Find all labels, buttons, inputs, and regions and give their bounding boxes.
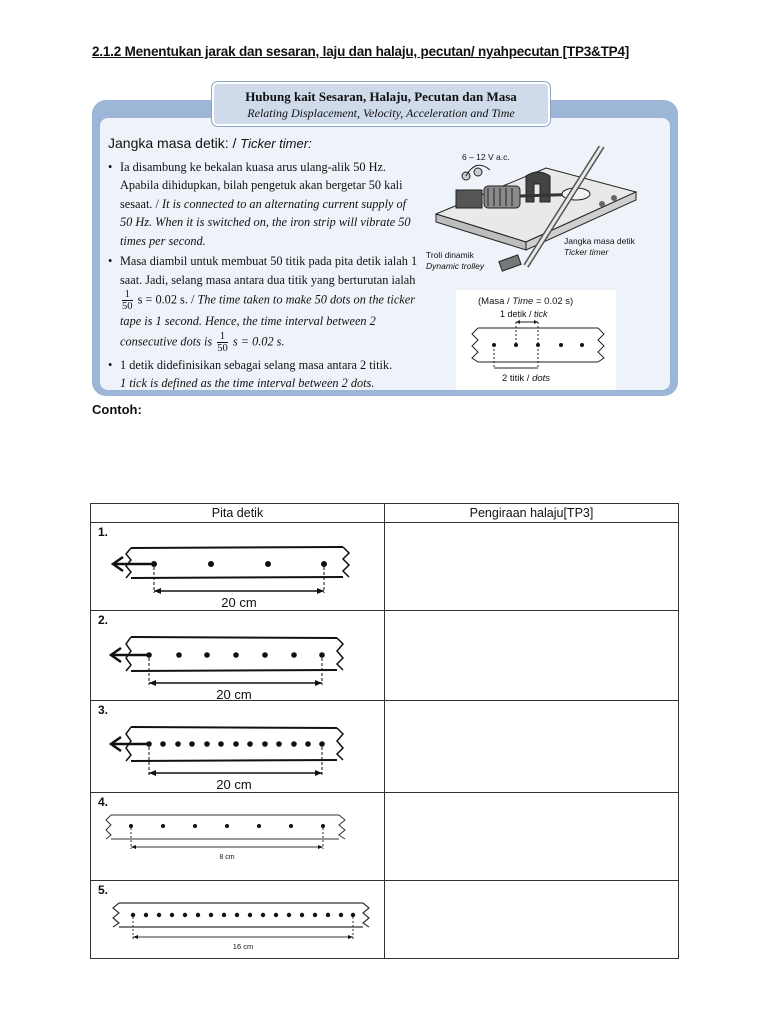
trolley-label-en: Dynamic trolley	[426, 261, 485, 271]
velocity-answer-cell[interactable]	[385, 611, 679, 701]
bullet-1: • Ia disambung ke bekalan kuasa arus ulang-alik 50 Hz. Apabila dihidupkan, bilah pengetuk akan bergetar 50 kali sesaat. / It is connected to an alternating current supply of 50 Hz. When it is switched on, the iron strip will vibrate 50 times per second.	[108, 158, 420, 251]
table-row: 5. 16 cm	[91, 881, 385, 959]
page-heading: 2.1.2 Menentukan jarak dan sesaran, laju dan halaju, pecutan/ nyahpecutan [TP3&TP4]	[92, 44, 630, 59]
ticker-tape-3	[91, 701, 384, 793]
info-banner	[212, 82, 550, 126]
ticker-tape-table	[90, 503, 679, 959]
ticker-timer-text	[108, 134, 420, 395]
ticker-tape-4	[91, 793, 384, 881]
velocity-answer-cell[interactable]	[385, 881, 679, 959]
distance-label: 8 cm	[219, 854, 235, 861]
table-row: 1. 20 cm	[91, 523, 385, 611]
distance-label: 20 cm	[216, 777, 252, 792]
ticker-tape-5	[91, 881, 384, 959]
distance-label: 20 cm	[221, 595, 257, 610]
bullet-3: • 1 detik didefinisikan sebagai selang masa antara 2 titik. 1 tick is defined as the time interval between 2 dots.	[108, 356, 420, 393]
bullet-2: • Masa diambil untuk membuat 50 titik pada pita detik ialah 1 saat. Jadi, selang masa antara dua titik yang berturutan ialah $\frac{1}{50}$ s = 0.02 s. / The time taken to make 50 dots on the ticker tape is 1 second. Hence, the time interval between 2 consecutive dots is $\frac{1}{50}$ s = 0.02 s.	[108, 252, 420, 354]
table-row: 4. 8 cm	[91, 793, 385, 881]
fraction: $\frac{1}{50}$	[217, 330, 228, 354]
tick-label: 1 detik / tick	[500, 309, 548, 319]
header-velocity-calc: Pengiraan halaju[TP3]	[385, 504, 679, 523]
distance-label: 20 cm	[216, 687, 252, 701]
dots-label: 2 titik / dots	[502, 373, 551, 384]
velocity-answer-cell[interactable]	[385, 523, 679, 611]
trolley-label: Troli dinamik	[426, 250, 474, 260]
ticker-label: Jangka masa detik	[564, 236, 635, 246]
ticker-tape-1	[91, 523, 384, 611]
velocity-answer-cell[interactable]	[385, 701, 679, 793]
example-label: Contoh:	[92, 402, 142, 417]
header-ticker-tape: Pita detik	[91, 504, 385, 523]
ticker-tape-2	[91, 611, 384, 701]
voltage-label: 6 – 12 V a.c.	[462, 152, 510, 162]
velocity-answer-cell[interactable]	[385, 793, 679, 881]
fraction: $\frac{1}{50}$	[122, 289, 133, 312]
ticker-label-en: Ticker timer	[564, 247, 609, 257]
tick-tape-figure	[456, 290, 616, 390]
time-label: (Masa / Time = 0.02 s)	[478, 296, 574, 307]
section-label: Jangka masa detik: / Ticker timer:	[108, 135, 312, 151]
ticker-timer-illustration	[426, 146, 656, 276]
table-row: 3. 20 cm	[91, 701, 385, 793]
banner-subtitle: Relating Displacement, Velocity, Acceleration and Time	[247, 106, 515, 120]
distance-label: 16 cm	[232, 942, 254, 951]
banner-title: Hubung kait Sesaran, Halaju, Pecutan dan Masa	[245, 89, 517, 104]
table-row: 2. 20 cm	[91, 611, 385, 701]
